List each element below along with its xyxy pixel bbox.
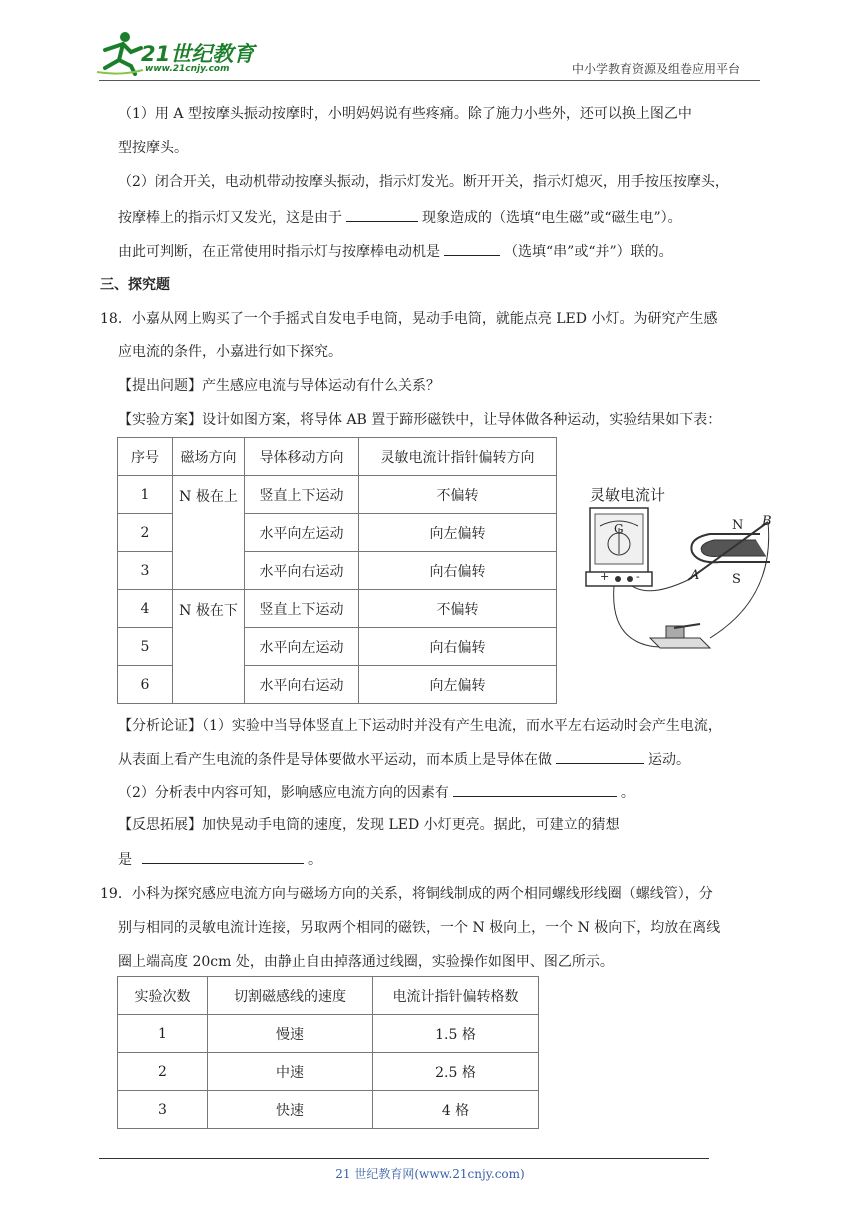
table-header-cell: 磁场方向 (173, 438, 245, 476)
q17-line5 (118, 240, 673, 262)
footer-text: 21 世纪教育网(www.21cnjy.com) (335, 1167, 525, 1181)
q17-line3: （2）闭合开关，电动机带动按摩头振动，指示灯发光。断开开关，指示灯熄灭，用手按压按摩头， (118, 174, 729, 190)
q19-results-table (117, 976, 539, 1129)
q18-analysis-line3-b: 。 (620, 785, 635, 801)
table-cell: 2.5 格 (373, 1053, 539, 1091)
table-row (118, 1091, 539, 1129)
experiment-figure (570, 478, 780, 662)
q18-analysis-line2 (118, 748, 690, 770)
running-figure-icon (95, 30, 145, 76)
switch-icon (650, 624, 710, 648)
table-cell: 快速 (208, 1091, 373, 1129)
q18-analysis-line3 (118, 781, 635, 803)
table-header-row (118, 977, 539, 1015)
table-row (118, 1053, 539, 1091)
table-cell: 不偏转 (359, 476, 557, 514)
q17-line5-a: 由此可判断，在正常使用时指示灯与按摩棒电动机是 (118, 244, 440, 260)
table-cell: 竖直上下运动 (245, 476, 359, 514)
label-g: G (614, 522, 624, 536)
label-s: S (732, 572, 741, 587)
table-header-cell: 序号 (118, 438, 173, 476)
q17-line4-b: 现象造成的（选填“电生磁”或“磁生电”）。 (422, 210, 682, 226)
table-cell: 2 (118, 514, 173, 552)
q18-analysis-line1: 【分析论证】（1）实验中当导体竖直上下运动时并没有产生电流，而水平左右运动时会产生电流， (118, 718, 722, 734)
table-cell: 1 (118, 476, 173, 514)
horseshoe-magnet-icon (688, 522, 770, 580)
logo-main: 21世纪教育 (141, 42, 255, 66)
galvanometer-icon (586, 508, 652, 586)
q18-line1: 18．小嘉从网上购买了一个手摇式自发电手电筒，晃动手电筒，就能点亮 LED 小灯。为研究产生感 (100, 311, 718, 327)
q18-line2: 应电流的条件，小嘉进行如下探究。 (118, 344, 342, 360)
table-row (118, 590, 557, 628)
table-header-cell: 电流计指针偏转格数 (373, 977, 539, 1015)
q19-line3: 圈上端高度 20cm 处，由静止自由掉落通过线圈，实验操作如图甲、图乙所示。 (118, 954, 614, 970)
q19-line1: 19．小科为探究感应电流方向与磁场方向的关系，将铜线制成的两个相同螺线形线圈（螺线管），分 (100, 886, 713, 902)
table-cell: 向左偏转 (359, 666, 557, 704)
table-cell: 向右偏转 (359, 628, 557, 666)
table-cell: 3 (118, 552, 173, 590)
q17-line1: （1）用 A 型按摩头振动按摩时，小明妈妈说有些疼痛。除了施力小些外，还可以换上图乙中 (118, 106, 692, 122)
table-cell: N 极在上 (173, 476, 245, 590)
answer-blank[interactable] (453, 781, 617, 797)
q18-reflect-line2-b: 。 (308, 852, 322, 868)
q18-results-table (117, 437, 557, 704)
table-cell: 水平向左运动 (245, 514, 359, 552)
q17-line5-b: （选填“串”或“并”）联的。 (504, 244, 673, 260)
table-header-cell: 实验次数 (118, 977, 208, 1015)
table-header-cell: 灵敏电流计指针偏转方向 (359, 438, 557, 476)
answer-blank[interactable] (142, 848, 304, 864)
table-cell: 不偏转 (359, 590, 557, 628)
q17-line4 (118, 206, 682, 228)
header-right-text: 中小学教育资源及组卷应用平台 (572, 62, 741, 76)
q19-line2: 别与相同的灵敏电流计连接，另取两个相同的磁铁，一个 N 极向上，一个 N 极向下，均放在离线 (118, 920, 721, 936)
label-a: A (690, 568, 700, 583)
table-cell: 中速 (208, 1053, 373, 1091)
table-cell: 1 (118, 1015, 208, 1053)
q18-reflect-line1: 【反思拓展】加快晃动手电筒的速度，发现 LED 小灯更亮。据此，可建立的猜想 (118, 817, 620, 833)
table-cell: 向左偏转 (359, 514, 557, 552)
table-row (118, 1015, 539, 1053)
answer-blank[interactable] (556, 748, 644, 764)
table-header-cell: 切割磁感线的速度 (208, 977, 373, 1015)
label-minus: - (636, 570, 640, 583)
answer-blank[interactable] (444, 240, 500, 256)
figure-caption: 灵敏电流计 (590, 486, 666, 504)
label-n: N (732, 518, 744, 533)
table-cell: 竖直上下运动 (245, 590, 359, 628)
section-title: 三、探究题 (100, 277, 170, 293)
q18-line3: 【提出问题】产生感应电流与导体运动有什么关系？ (118, 378, 440, 394)
label-plus: + (600, 570, 610, 583)
logo-url: www.21cnjy.com (145, 64, 230, 74)
label-b: B (762, 514, 772, 529)
header-divider (99, 80, 760, 81)
answer-blank[interactable] (346, 206, 418, 222)
q18-reflect-line2-a: 是 (118, 852, 132, 868)
table-header-row (118, 438, 557, 476)
table-cell: 1.5 格 (373, 1015, 539, 1053)
footer-divider (99, 1158, 709, 1159)
table-cell: 水平向右运动 (245, 552, 359, 590)
table-cell: 5 (118, 628, 173, 666)
table-row (118, 476, 557, 514)
table-cell: 4 格 (373, 1091, 539, 1129)
q18-analysis-line3-a: （2）分析表中内容可知，影响感应电流方向的因素有 (118, 785, 449, 801)
q18-reflect-line2 (118, 848, 322, 870)
q17-line2: 型按摩头。 (118, 140, 188, 156)
q18-line4: 【实验方案】设计如图方案，将导体 AB 置于蹄形磁铁中，让导体做各种运动，实验结果如下表： (118, 412, 722, 428)
table-cell: 3 (118, 1091, 208, 1129)
table-header-cell: 导体移动方向 (245, 438, 359, 476)
table-cell: 2 (118, 1053, 208, 1091)
table-cell: 4 (118, 590, 173, 628)
table-cell: 6 (118, 666, 173, 704)
table-cell: 水平向左运动 (245, 628, 359, 666)
q17-line4-a: 按摩棒上的指示灯又发光，这是由于 (118, 210, 342, 226)
table-cell: N 极在下 (173, 590, 245, 704)
table-cell: 慢速 (208, 1015, 373, 1053)
q18-analysis-line2-a: 从表面上看产生电流的条件是导体要做水平运动，而本质上是导体在做 (118, 752, 552, 768)
q18-analysis-line2-b: 运动。 (648, 752, 690, 768)
header-logo (95, 30, 265, 80)
table-cell: 水平向右运动 (245, 666, 359, 704)
table-cell: 向右偏转 (359, 552, 557, 590)
